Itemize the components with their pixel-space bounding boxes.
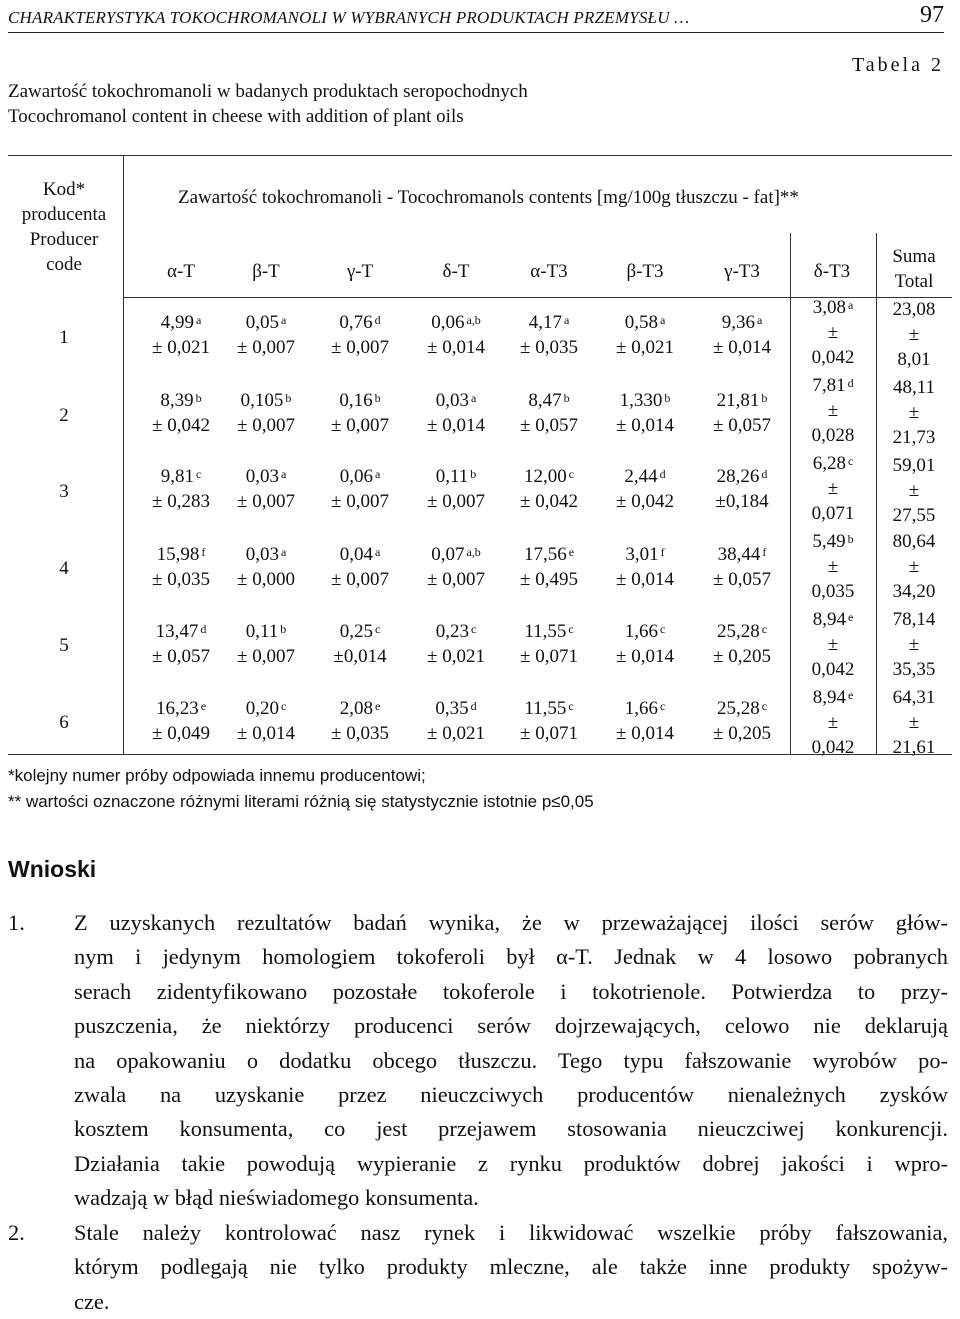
cell-significance: b	[280, 622, 287, 636]
cell-value: 0,06	[431, 312, 465, 333]
cell-value: 59,01	[892, 455, 936, 476]
cell-sd: 0,042	[811, 659, 855, 680]
conclusion-line: zwala na uzyskanie przez nieuczciwych producentów nienależnych zysków	[74, 1082, 948, 1108]
page-number: 97	[920, 2, 944, 28]
cell-value: 0,03	[245, 544, 279, 565]
data-cell	[501, 464, 597, 514]
cell-value: 2,44	[624, 466, 658, 487]
data-cell	[597, 619, 693, 669]
data-cell	[597, 542, 693, 592]
cell-value: 23,08	[892, 299, 936, 320]
table-label: Tabela 2	[851, 54, 944, 76]
cell-value: 25,28	[716, 698, 760, 719]
cell-value: 12,00	[523, 466, 567, 487]
cell-sd: 27,55	[892, 505, 936, 526]
cell-significance: a	[470, 391, 477, 405]
sum-cell	[876, 453, 952, 528]
cell-plusminus: ±	[827, 556, 839, 577]
cell-sd: ±0,014	[333, 646, 387, 667]
cell-value: 0,25	[339, 621, 373, 642]
section-heading: Wnioski	[8, 856, 97, 882]
header-group-title: Zawartość tokochromanoli - Tocochromanols contents [mg/100g tłuszczu - fat]**	[178, 187, 799, 208]
data-cell	[133, 542, 229, 592]
cell-plusminus: ±	[908, 324, 920, 345]
cell-value: 0,20	[245, 698, 279, 719]
data-cell	[501, 310, 597, 360]
cell-significance: c	[195, 467, 202, 481]
cell-value: 1,66	[624, 621, 658, 642]
cell-sd: ± 0,007	[237, 337, 295, 358]
cell-significance: d	[659, 467, 666, 481]
cell-value: 80,64	[892, 531, 936, 552]
cell-significance: f	[201, 545, 206, 559]
cell-sd: ± 0,007	[331, 491, 389, 512]
cell-significance: e	[568, 545, 575, 559]
conclusion-item	[8, 906, 948, 1216]
cell-sd: 21,61	[892, 737, 936, 758]
conclusion-line: na opakowaniu o dodatku obcego tłuszczu. Tego typu fałszowanie wyrobów po-	[74, 1047, 948, 1073]
cell-sd: ± 0,042	[520, 491, 578, 512]
cell-significance: d	[200, 622, 207, 636]
cell-sd: ± 0,035	[331, 723, 389, 744]
conclusion-number: 2.	[8, 1220, 25, 1245]
data-cell	[694, 696, 790, 746]
cell-value: 4,17	[528, 312, 562, 333]
cell-significance: d	[761, 467, 768, 481]
cell-value: 78,14	[892, 609, 936, 630]
cell-significance: c	[568, 699, 574, 713]
cell-value: 16,23	[155, 698, 199, 719]
cell-sd: ± 0,007	[331, 569, 389, 590]
header-col-5: β-T3	[626, 261, 664, 282]
cell-sd: ± 0,021	[616, 337, 674, 358]
cell-value: 0,35	[435, 698, 469, 719]
cell-significance: f	[660, 545, 665, 559]
cell-sd: 35,35	[892, 659, 936, 680]
cell-sd: ± 0,021	[427, 646, 485, 667]
conclusion-line: Działania takie powodują wypieranie z rynku produktów dobrej jakości i wpro-	[74, 1150, 948, 1176]
cell-value: 8,94	[812, 687, 846, 708]
table-top-rule	[8, 155, 952, 156]
data-cell	[408, 464, 504, 514]
cell-value: 0,03	[435, 390, 469, 411]
cell-value: 0,23	[435, 621, 469, 642]
conclusion-line: kosztem konsumenta, co jest przejawem stosowania nieuczciwej konkurencji.	[74, 1116, 948, 1142]
header-col-3: δ-T	[442, 261, 470, 282]
data-cell	[408, 619, 504, 669]
cell-value: 0,105	[240, 390, 284, 411]
cell-sd: ± 0,007	[331, 337, 389, 358]
data-cell	[133, 388, 229, 438]
cell-significance: c	[280, 699, 287, 713]
cell-value: 8,94	[812, 609, 846, 630]
cell-significance: c	[568, 622, 574, 636]
cell-plusminus: ±	[908, 712, 920, 733]
conclusion-item	[8, 1216, 948, 1319]
cell-significance: a,b	[466, 313, 481, 327]
conclusion-line: nym i jedynym homologiem tokoferoli był α-T. Jednak w 4 losowo pobranych	[74, 944, 948, 970]
data-cell	[597, 310, 693, 360]
cell-value: 4,99	[160, 312, 194, 333]
conclusion-line: Z uzyskanych rezultatów badań wynika, że w przeważającej ilości serów głów-	[74, 910, 948, 935]
cell-sd: ± 0,035	[152, 569, 210, 590]
cell-sd: ± 0,283	[152, 491, 210, 512]
cell-sd: ± 0,021	[427, 723, 485, 744]
sum-cell	[876, 375, 952, 450]
sum-cell	[876, 685, 952, 760]
cell-significance: c	[761, 699, 768, 713]
cell-sd: ± 0,000	[237, 569, 295, 590]
data-cell	[501, 542, 597, 592]
running-head-title: CHARAKTERYSTYKA TOKOCHROMANOLI W WYBRANYCH PRODUKTACH PRZEMYSŁU …	[8, 8, 690, 27]
data-cell	[312, 388, 408, 438]
cell-sd: ± 0,014	[616, 415, 674, 436]
cell-value: 0,11	[435, 466, 469, 487]
cell-significance: c	[659, 622, 666, 636]
cell-value: 28,26	[716, 466, 760, 487]
cell-sd: ± 0,014	[616, 646, 674, 667]
data-cell	[133, 696, 229, 746]
data-cell	[312, 619, 408, 669]
cell-value: 13,47	[155, 621, 199, 642]
cell-significance: c	[761, 622, 768, 636]
data-cell	[408, 542, 504, 592]
data-cell	[218, 696, 314, 746]
cell-significance: a	[659, 313, 666, 327]
cell-significance: a,b	[466, 545, 481, 559]
sum-cell	[876, 529, 952, 604]
d3-cell	[790, 295, 876, 370]
cell-significance: e	[847, 688, 854, 702]
cell-significance: d	[847, 376, 854, 390]
cell-significance: b	[374, 391, 381, 405]
cell-value: 6,28	[812, 453, 846, 474]
data-cell	[694, 542, 790, 592]
cell-sd: ± 0,057	[520, 415, 578, 436]
table-caption	[8, 79, 528, 129]
data-cell	[218, 542, 314, 592]
conclusion-line: Stale należy kontrolować nasz rynek i likwidować wszelkie próby fałszowania,	[74, 1220, 948, 1245]
data-cell	[501, 388, 597, 438]
cell-sd: ± 0,014	[237, 723, 295, 744]
cell-significance: a	[374, 467, 381, 481]
header-col-0: α-T	[167, 261, 195, 282]
cell-value: 0,05	[245, 312, 279, 333]
cell-sd: ± 0,057	[713, 569, 771, 590]
cell-significance: a	[280, 467, 287, 481]
cell-sd: ± 0,007	[331, 415, 389, 436]
row-code: 2	[59, 405, 69, 426]
cell-significance: a	[280, 545, 287, 559]
cell-value: 1,330	[619, 390, 663, 411]
cell-sd: ± 0,014	[713, 337, 771, 358]
cell-sd: ± 0,049	[152, 723, 210, 744]
cell-value: 25,28	[716, 621, 760, 642]
cell-sd: ± 0,042	[616, 491, 674, 512]
data-cell	[312, 464, 408, 514]
cell-significance: c	[374, 622, 381, 636]
cell-plusminus: ±	[908, 556, 920, 577]
sum-cell	[876, 297, 952, 372]
cell-significance: b	[761, 391, 768, 405]
header-code-line: Producer	[29, 229, 99, 250]
data-cell	[133, 310, 229, 360]
cell-value: 8,47	[528, 390, 562, 411]
cell-value: 9,36	[721, 312, 755, 333]
data-cell	[597, 388, 693, 438]
running-head	[8, 2, 944, 33]
cell-value: 3,08	[812, 297, 846, 318]
caption-english: Tocochromanol content in cheese with addition of plant oils	[8, 106, 464, 127]
data-cell	[218, 388, 314, 438]
conclusion-line: serach zidentyfikowano pozostałe tokoferole i tokotrienole. Potwierdza to przy-	[74, 978, 948, 1004]
cell-value: 0,04	[339, 544, 373, 565]
cell-significance: b	[847, 532, 854, 546]
data-cell	[597, 696, 693, 746]
cell-sd: ± 0,021	[152, 337, 210, 358]
cell-value: 0,03	[245, 466, 279, 487]
data-cell	[694, 388, 790, 438]
cell-plusminus: ±	[827, 712, 839, 733]
d3-cell	[790, 451, 876, 526]
footnote-1: *kolejny numer próby odpowiada innemu producentowi;	[8, 766, 426, 785]
cell-value: 5,49	[812, 531, 846, 552]
row-code: 3	[59, 481, 69, 502]
cell-sd: 0,035	[811, 581, 855, 602]
cell-value: 9,81	[160, 466, 194, 487]
data-cell	[133, 464, 229, 514]
caption-polish: Zawartość tokochromanoli w badanych produktach seropochodnych	[8, 81, 528, 102]
cell-sd: ± 0,007	[237, 646, 295, 667]
cell-plusminus: ±	[827, 478, 839, 499]
row-code: 1	[59, 327, 69, 348]
cell-significance: e	[847, 610, 854, 624]
conclusion-line: cze.	[74, 1288, 110, 1314]
cell-sd: ± 0,007	[427, 491, 485, 512]
cell-significance: a	[847, 298, 854, 312]
data-cell	[133, 619, 229, 669]
cell-significance: a	[195, 313, 202, 327]
cell-sd: 0,042	[811, 737, 855, 758]
cell-sd: ± 0,014	[616, 569, 674, 590]
row-code: 5	[59, 635, 69, 656]
cell-significance: a	[756, 313, 763, 327]
cell-value: 64,31	[892, 687, 936, 708]
cell-significance: c	[659, 699, 666, 713]
cell-significance: b	[563, 391, 570, 405]
data-cell	[218, 310, 314, 360]
cell-significance: a	[280, 313, 287, 327]
conclusion-line: wadzają w błąd nieświadomego konsumenta.	[74, 1185, 479, 1211]
header-code-line: producenta	[21, 204, 107, 225]
data-cell	[694, 310, 790, 360]
cell-significance: b	[664, 391, 671, 405]
data-cell	[408, 310, 504, 360]
cell-value: 48,11	[892, 377, 936, 398]
cell-sd: ± 0,007	[237, 415, 295, 436]
conclusion-line: którym podlegają nie tylko produkty mleczne, ale także inne produkty spożyw-	[74, 1254, 948, 1280]
cell-value: 0,58	[624, 312, 658, 333]
cell-value: 15,98	[156, 544, 200, 565]
header-col-4: α-T3	[530, 261, 568, 282]
cell-significance: a	[563, 313, 570, 327]
d3-cell	[790, 373, 876, 448]
cell-value: 11,55	[524, 621, 567, 642]
cell-sd: ± 0,071	[520, 646, 578, 667]
data-cell	[694, 619, 790, 669]
cell-sd: ± 0,007	[237, 491, 295, 512]
sum-cell	[876, 607, 952, 682]
code-column-rule	[123, 155, 124, 755]
cell-plusminus: ±	[827, 322, 839, 343]
cell-value: 0,76	[339, 312, 373, 333]
cell-value: 3,01	[625, 544, 659, 565]
cell-significance: a	[374, 545, 381, 559]
cell-sd: 21,73	[892, 427, 936, 448]
cell-value: 7,81	[812, 375, 846, 396]
header-col-2: γ-T	[346, 261, 374, 282]
header-sum-line: Total	[894, 271, 934, 292]
cell-plusminus: ±	[827, 634, 839, 655]
cell-significance: e	[200, 699, 207, 713]
cell-sd: ± 0,057	[713, 415, 771, 436]
cell-value: 17,56	[523, 544, 567, 565]
cell-significance: c	[847, 454, 854, 468]
tocochromanol-table	[8, 155, 952, 758]
cell-sd: ± 0,007	[427, 569, 485, 590]
cell-value: 0,06	[339, 466, 373, 487]
cell-plusminus: ±	[827, 400, 839, 421]
conclusion-number: 1.	[8, 910, 25, 935]
cell-sd: ± 0,035	[520, 337, 578, 358]
data-cell	[408, 388, 504, 438]
cell-value: 21,81	[716, 390, 760, 411]
cell-significance: d	[374, 313, 381, 327]
cell-sd: 0,042	[811, 347, 855, 368]
header-sum-line: Suma	[892, 246, 936, 267]
header-col-6: γ-T3	[724, 261, 760, 282]
cell-significance: b	[470, 467, 477, 481]
d3-cell	[790, 529, 876, 604]
row-code: 4	[59, 558, 69, 579]
cell-value: 0,07	[431, 544, 465, 565]
cell-significance: c	[470, 622, 477, 636]
cell-plusminus: ±	[908, 402, 920, 423]
footnote-2: ** wartości oznaczone różnymi literami różnią się statystycznie istotnie p≤0,05	[8, 792, 594, 811]
cell-sd: ± 0,057	[152, 646, 210, 667]
cell-value: 1,66	[624, 698, 658, 719]
d3-cell	[790, 607, 876, 682]
cell-value: 0,11	[245, 621, 279, 642]
data-cell	[501, 696, 597, 746]
cell-sd: 8,01	[897, 349, 931, 370]
conclusion-line: puszczenia, że niektórzy producenci serów dojrzewających, celowo nie deklarują	[74, 1013, 948, 1039]
header-col-1: β-T	[252, 261, 280, 282]
data-cell	[312, 696, 408, 746]
cell-significance: f	[762, 545, 767, 559]
data-cell	[218, 464, 314, 514]
cell-sd: ± 0,205	[713, 723, 771, 744]
cell-sd: ± 0,205	[713, 646, 771, 667]
cell-value: 0,16	[339, 390, 373, 411]
cell-sd: ±0,184	[715, 491, 769, 512]
data-cell	[312, 542, 408, 592]
cell-value: 11,55	[524, 698, 567, 719]
cell-sd: ± 0,014	[427, 337, 485, 358]
cell-plusminus: ±	[908, 480, 920, 501]
cell-value: 8,39	[160, 390, 194, 411]
cell-significance: e	[374, 699, 381, 713]
data-cell	[501, 619, 597, 669]
data-cell	[218, 619, 314, 669]
cell-sd: 34,20	[892, 581, 936, 602]
header-col-7: δ-T3	[813, 261, 851, 282]
table-footnotes	[8, 763, 594, 815]
cell-significance: b	[195, 391, 202, 405]
cell-sd: ± 0,495	[520, 569, 578, 590]
cell-value: 2,08	[339, 698, 373, 719]
cell-significance: d	[470, 699, 477, 713]
cell-sd: ± 0,014	[616, 723, 674, 744]
cell-significance: b	[285, 391, 292, 405]
cell-sd: 0,028	[811, 425, 855, 446]
cell-sd: ± 0,042	[152, 415, 210, 436]
data-cell	[312, 310, 408, 360]
header-code-line: Kod*	[42, 179, 86, 200]
header-code-line: code	[46, 254, 82, 275]
data-cell	[694, 464, 790, 514]
cell-sd: 0,071	[811, 503, 855, 524]
cell-plusminus: ±	[908, 634, 920, 655]
data-cell	[597, 464, 693, 514]
data-cell	[408, 696, 504, 746]
d3-cell	[790, 685, 876, 760]
cell-value: 38,44	[717, 544, 761, 565]
cell-sd: ± 0,071	[520, 723, 578, 744]
row-code: 6	[59, 712, 69, 733]
cell-significance: c	[568, 467, 575, 481]
cell-sd: ± 0,014	[427, 415, 485, 436]
